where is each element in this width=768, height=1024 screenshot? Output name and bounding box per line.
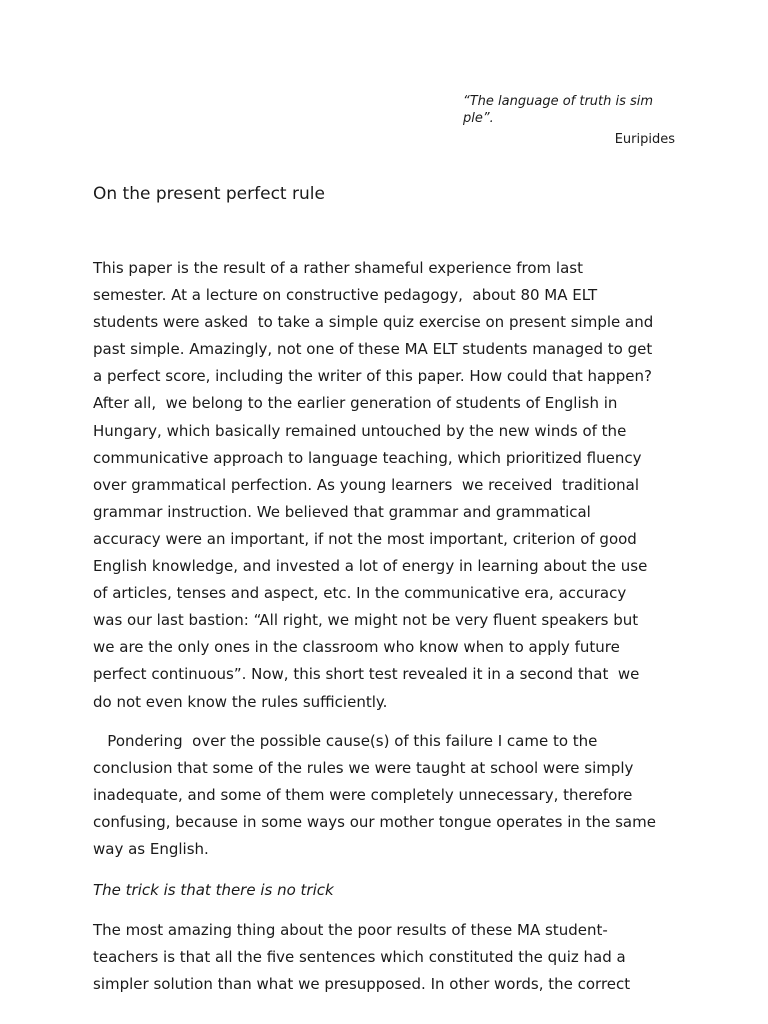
epigraph-quote-line: ple”. — [463, 111, 494, 126]
text-line: This paper is the result of a rather shameful experience from last — [93, 259, 583, 277]
text-line: The most amazing thing about the poor results of these MA student- — [93, 921, 608, 939]
paragraph-amazing — [93, 917, 683, 998]
text-line: students were asked to take a simple quiz exercise on present simple and — [93, 313, 654, 332]
document-title: On the present perfect rule — [93, 184, 325, 204]
text-line: of articles, tenses and aspect, etc. In the communicative era, accuracy — [93, 584, 627, 603]
text-line: perfect continuous”. Now, this short test revealed it in a second that we — [93, 665, 640, 684]
text-line: communicative approach to language teaching, which prioritized fluency — [93, 448, 642, 467]
text-line: over grammatical perfection. As young learners we received traditional — [93, 475, 639, 494]
epigraph-author: Euripides — [614, 132, 675, 147]
text-line: Hungary, which basically remained untouched by the new winds of the — [93, 421, 627, 440]
text-line: do not even know the rules sufficiently. — [93, 692, 388, 711]
text-line: way as English. — [93, 840, 209, 859]
text-line: teachers is that all the five sentences which constituted the quiz had a — [93, 948, 626, 967]
text-line: a perfect score, including the writer of this paper. How could that happen? — [93, 367, 652, 386]
text-line: past simple. Amazingly, not one of these MA ELT students managed to get — [93, 340, 653, 359]
section-subheading: The trick is that there is no trick — [93, 881, 334, 899]
text-line: grammar instruction. We believed that grammar and grammatical — [93, 502, 591, 521]
text-line: simpler solution than what we presupposed. In other words, the correct — [93, 975, 631, 994]
text-line: we are the only ones in the classroom who know when to apply future — [93, 638, 620, 657]
text-line: semester. At a lecture on constructive pedagogy, about 80 MA ELT — [93, 286, 598, 305]
text-line: Pondering over the possible cause(s) of this failure I came to the — [93, 732, 598, 750]
paragraph-pondering — [93, 728, 683, 863]
text-line: accuracy were an important, if not the most important, criterion of good — [93, 529, 637, 548]
text-line: conclusion that some of the rules we were taught at school were simply — [93, 759, 634, 778]
text-line: English knowledge, and invested a lot of energy in learning about the use — [93, 557, 648, 576]
text-line: After all, we belong to the earlier generation of students of English in — [93, 394, 618, 413]
paragraph-intro — [93, 255, 683, 716]
text-line: inadequate, and some of them were completely unnecessary, therefore — [93, 786, 633, 805]
epigraph-quote-line: “The language of truth is sim — [463, 94, 654, 109]
epigraph — [463, 93, 675, 148]
text-line: confusing, because in some ways our mother tongue operates in the same — [93, 813, 656, 832]
text-line: was our last bastion: “All right, we might not be very fluent speakers but — [93, 611, 639, 630]
